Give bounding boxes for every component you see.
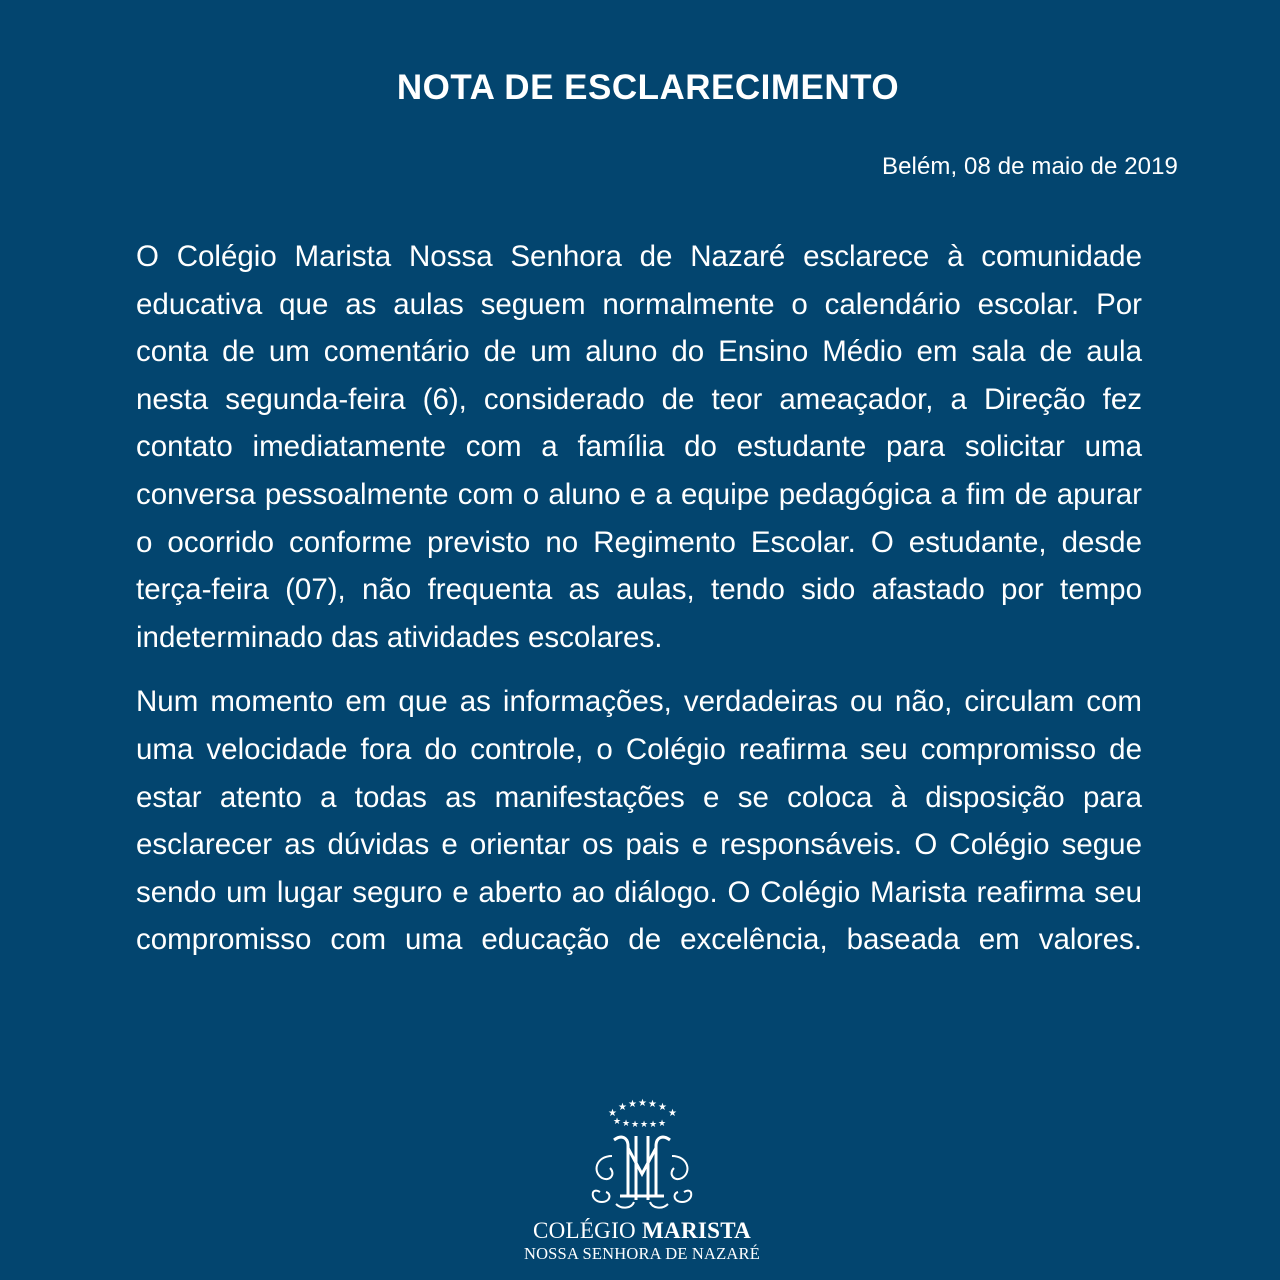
notice-paragraph-1: O Colégio Marista Nossa Senhora de Nazaré esclarece à comunidade educativa que as aulas seguem normalmente o calendário escolar. Por conta de um comentário de um aluno do Ensino Médio em sala de aula nesta segunda-feira (6), considerado de teor ameaçador, a Direção fez contato imediatamente com a família do estudante para solicitar uma conversa pessoalmente com o aluno e a equipe pedagógica a fim de apurar o ocorrido conforme previsto no Regimento Escolar. O estudante, desde terça-feira (07), não frequenta as aulas, tendo sido afastado por tempo indeterminado das atividades escolares. xyxy=(136,240,1142,654)
svg-text:★: ★ xyxy=(631,1120,640,1130)
logo-wordmark-line2: NOSSA SENHORA DE NAZARÉ xyxy=(523,1244,761,1263)
school-logo xyxy=(500,1096,784,1272)
svg-text:★: ★ xyxy=(648,1099,657,1110)
notice-paragraph-2: Num momento em que as informações, verdadeiras ou não, circulam com uma velocidade fora do controle, o Colégio reafirma seu compromisso de estar atento a todas as manifestações e se coloca à disposição para esclarecer as dúvidas e orientar os pais e responsáveis. O Colégio segue sendo um lugar seguro e aberto ao diálogo. O Colégio Marista reafirma seu compromisso com uma educação de excelência, baseada em valores. xyxy=(136,685,1142,957)
svg-text:★: ★ xyxy=(608,1108,617,1119)
svg-text:★: ★ xyxy=(640,1120,649,1130)
notice-date: Belém, 08 de maio de 2019 xyxy=(881,153,1178,180)
svg-text:★: ★ xyxy=(658,1102,667,1113)
svg-text:★: ★ xyxy=(638,1098,647,1109)
svg-text:★: ★ xyxy=(613,1117,622,1127)
notice-body xyxy=(136,233,1142,964)
logo-wordmark-line1 xyxy=(500,1218,784,1244)
svg-text:★: ★ xyxy=(658,1119,667,1129)
marist-monogram-icon xyxy=(582,1096,702,1214)
svg-text:★: ★ xyxy=(622,1119,631,1129)
svg-text:★: ★ xyxy=(649,1120,658,1130)
svg-text:★: ★ xyxy=(618,1102,627,1113)
logo-word-colegio: COLÉGIO xyxy=(532,1218,636,1243)
svg-text:★: ★ xyxy=(628,1099,637,1110)
notice-title: NOTA DE ESCLARECIMENTO xyxy=(396,68,900,107)
logo-word-marista: MARISTA xyxy=(642,1218,752,1243)
svg-text:★: ★ xyxy=(668,1108,677,1119)
